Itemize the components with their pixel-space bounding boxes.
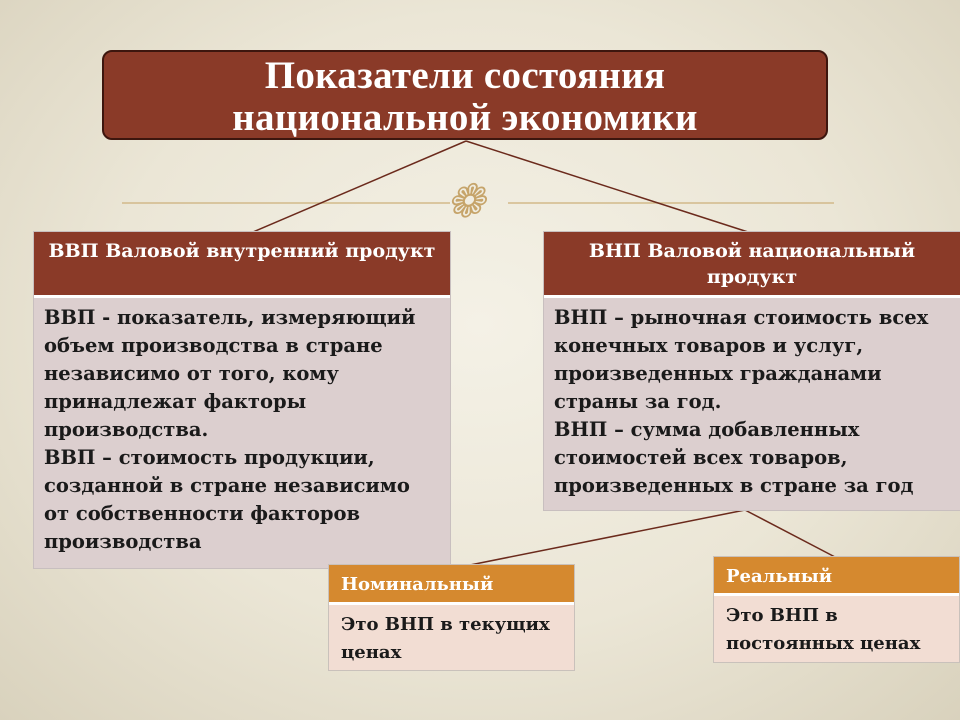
gdp-panel <box>34 232 450 568</box>
title-box <box>102 50 828 140</box>
title-line-1: Показатели состояния <box>264 54 666 97</box>
gdp-body <box>34 298 450 568</box>
real-panel <box>714 557 959 662</box>
gnp-definition-2: ВНП – сумма добавленных стоимостей всех товаров, произведенных в стране за год <box>554 418 914 497</box>
gnp-body <box>544 298 960 510</box>
gnp-definition-1: ВНП – рыночная стоимость всех конечных товаров и услуг, произведенных гражданами страны за год. <box>554 306 929 413</box>
real-body: Это ВНП в постоянных ценах <box>714 596 959 662</box>
connector-gnp-real <box>745 510 835 557</box>
connector-gnp-nominal <box>470 510 745 565</box>
nominal-panel <box>329 565 574 670</box>
nominal-header: Номинальный <box>329 565 574 605</box>
gdp-definition-2: ВВП – стоимость продукции, созданной в стране независимо от собственности факторов производства <box>44 446 410 553</box>
nominal-body: Это ВНП в текущих ценах <box>329 605 574 670</box>
title-line-2: национальной экономики <box>232 96 698 139</box>
ornament-icon: ❁ <box>446 174 485 228</box>
connector-title-gnp <box>466 141 748 232</box>
gdp-header: ВВП Валовой внутренний продукт <box>34 232 450 298</box>
gnp-panel <box>544 232 960 510</box>
connector-title-gdp <box>253 141 466 232</box>
gnp-header: ВНП Валовой национальный продукт <box>544 232 960 298</box>
gdp-definition-1: ВВП - показатель, измеряющий объем производства в стране независимо от того, кому принадлежат факторы производства. <box>44 306 416 441</box>
real-header: Реальный <box>714 557 959 596</box>
